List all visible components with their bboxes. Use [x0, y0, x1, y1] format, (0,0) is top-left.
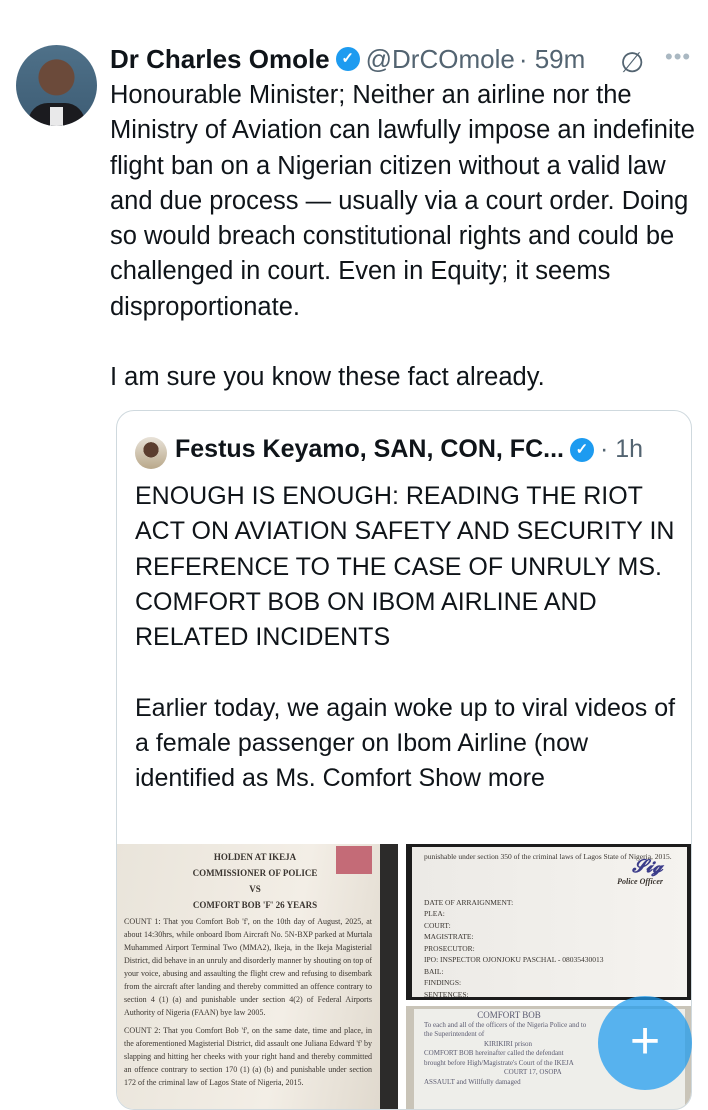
doc-line: COURT 17, OSOPA [504, 1068, 562, 1076]
more-icon[interactable]: ••• [665, 44, 692, 69]
doc-line: KIRIKIRI prison [484, 1039, 533, 1048]
doc-line: COMFORT BOB hereinafter called the defendant [424, 1049, 564, 1057]
charge-sheet-image-2[interactable] [406, 844, 692, 1000]
doc-line: COMFORT BOB [477, 1010, 541, 1020]
signature: 𝓢𝓲𝓰 Police Officer [617, 856, 663, 886]
doc-field: FINDINGS: [424, 978, 462, 987]
doc-field: COURT: [424, 920, 451, 930]
quoted-tweet-time: · 1h [599, 435, 644, 463]
doc-line: HOLDEN AT IKEJA [213, 852, 297, 862]
defendant-photo [336, 846, 372, 874]
quoted-tweet-text [135, 479, 685, 797]
compose-button[interactable]: + [598, 996, 692, 1090]
quoted-author-name: Festus Keyamo, SAN, CON, FC... [175, 435, 564, 463]
tweet-header [110, 42, 585, 76]
grok-icon[interactable]: ∅ [620, 47, 645, 78]
doc-line: ASSAULT and Willfully damaged [424, 1077, 521, 1086]
tweet-time[interactable]: · 59m [518, 43, 586, 74]
doc-line: brought before High/Magistrate's Court of the IKEJA [424, 1058, 574, 1067]
doc-line: VS [249, 884, 261, 894]
doc-field: IPO: INSPECTOR OJONJOKU PASCHAL - 08035430013 [424, 955, 604, 964]
quoted-text: ENOUGH IS ENOUGH: READING THE RIOT ACT ON AVIATION SAFETY AND SECURITY IN REFERENCE TO THE CASE OF UNRULY MS. COMFORT BOB ON IBOM AIRLINE AND RELATED INCIDENTS Earlier today, we again woke up to viral videos of a female passenger on Ibom Airline (now identified as Ms. Comfort [135, 482, 676, 793]
doc-field: DATE OF ARRAIGNMENT: [424, 897, 514, 907]
quoted-tweet-header [175, 435, 643, 464]
doc-field: BAIL: [424, 966, 444, 976]
author-name[interactable]: Dr Charles Omole [110, 43, 330, 74]
author-handle[interactable]: @DrCOmole [365, 43, 515, 74]
charge-sheet-image-1[interactable] [116, 844, 398, 1110]
quoted-tweet[interactable] [116, 410, 692, 1110]
doc-field: SENTENCES: [424, 989, 469, 999]
tweet-text: Honourable Minister; Neither an airline nor the Ministry of Aviation can lawfully impose an indefinite flight ban on a Nigerian citizen without a valid law and due process — usually via a court order. Doing so would breach constitutional rights and could be challenged in court. Even in Equity; it seems disproportionate. I am sure you know these fact already. [110, 81, 695, 392]
author-avatar[interactable] [16, 45, 97, 126]
doc-field: PROSECUTOR: [424, 943, 475, 953]
doc-line: punishable under section 350 of the criminal laws of Lagos State of Nigeria, 2015. [424, 852, 672, 861]
verified-badge-icon: ✓ [336, 47, 360, 71]
doc-line: COMMISSIONER OF POLICE [192, 868, 318, 878]
doc-field: MAGISTRATE: [424, 932, 474, 941]
doc-line: COMFORT BOB 'F' 26 YEARS [192, 900, 318, 910]
doc-count-2: COUNT 2: That you Comfort Bob 'f', on the same date, time and place, in the aforementioned Magisterial District, did assault one Juliana Edward 'f' by slapping and hitting her cheeks with your right hand and thereby committed an offence contrary to section 170 (1) (a) (b) and punishable under section 172 of the criminal law of Lagos State of Nigeria, 2015. [124, 1026, 372, 1087]
doc-field: PLEA: [424, 909, 445, 918]
show-more-link[interactable]: Show more [418, 764, 545, 793]
verified-badge-icon: ✓ [570, 438, 594, 462]
quoted-author-avatar [135, 437, 167, 469]
doc-count-1: COUNT 1: That you Comfort Bob 'f', on the 10th day of August, 2025, at about 14:30hrs, while onboard Ibom Aircraft No. 5N-BXP parked at Murtala Muhammed Airport Terminal Two (MMA2), Ikeja, in the Ikeja Magisterial District, did behave in an unruly and disorderly manner by shouting on top of your voice, abusing and assaulting the flight crew and refusing to disembark from the aircraft after landing and thereby committed an offence contrary to section 4 (1) (a) and punishable under section 4(2) of Federal Airports Authority of Nigeria (FAAN) bye law 2005. [124, 917, 372, 1017]
doc-line: To each and all of the officers of the Nigeria Police and to the Superintendent of [424, 1020, 587, 1038]
